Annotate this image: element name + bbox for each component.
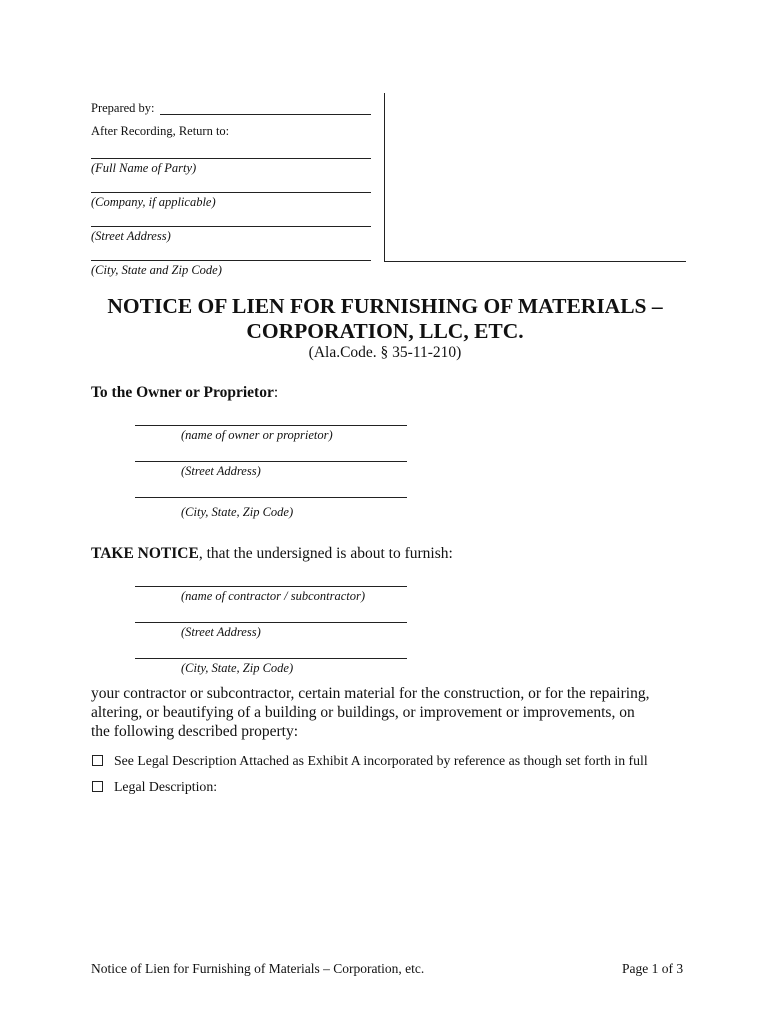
property-paragraph: your contractor or subcontractor, certain material for the construction, or for the repairing, altering, or beautifying of a building or buildings, or improvement or improvements, on the following described property: [91, 685, 650, 740]
contractor-name-line[interactable] [135, 586, 407, 587]
legal-description-checkbox[interactable] [92, 781, 103, 792]
exhibit-option-label: See Legal Description Attached as Exhibit A incorporated by reference as though set forth in full [114, 753, 648, 768]
take-notice-bold: TAKE NOTICE [91, 545, 199, 562]
owner-heading-colon: : [273, 384, 279, 401]
owner-city-caption: (City, State, Zip Code) [181, 505, 294, 519]
footer-document-name: Notice of Lien for Furnishing of Materials – Corporation, etc. [91, 961, 425, 976]
contractor-street-caption: (Street Address) [181, 625, 261, 639]
company-caption: (Company, if applicable) [91, 195, 216, 209]
after-recording-label: After Recording, Return to: [91, 124, 230, 138]
city-caption: (City, State and Zip Code) [91, 263, 222, 277]
document-title-line2: CORPORATION, LLC, ETC. [246, 319, 524, 343]
owner-name-caption: (name of owner or proprietor) [181, 428, 333, 442]
city-line[interactable] [91, 260, 371, 261]
owner-street-caption: (Street Address) [181, 464, 261, 478]
full-name-line[interactable] [91, 158, 371, 159]
footer-page-number: Page 1 of 3 [622, 961, 684, 976]
owner-city-line[interactable] [135, 497, 407, 498]
exhibit-checkbox[interactable] [92, 755, 103, 766]
company-line[interactable] [91, 192, 371, 193]
legal-description-label: Legal Description: [114, 779, 218, 794]
owner-name-line[interactable] [135, 425, 407, 426]
owner-street-line[interactable] [135, 461, 407, 462]
contractor-name-caption: (name of contractor / subcontractor) [181, 589, 366, 603]
recording-box-vertical-border [384, 93, 385, 261]
contractor-city-caption: (City, State, Zip Code) [181, 661, 294, 675]
prepared-by-line[interactable] [160, 114, 371, 115]
full-name-caption: (Full Name of Party) [91, 161, 197, 175]
contractor-street-line[interactable] [135, 622, 407, 623]
owner-heading [91, 384, 278, 402]
street-line[interactable] [91, 226, 371, 227]
statute-citation: (Ala.Code. § 35-11-210) [308, 344, 462, 361]
street-caption: (Street Address) [91, 229, 171, 243]
owner-heading-bold: To the Owner or Proprietor [91, 384, 274, 401]
take-notice-sentence [91, 545, 453, 563]
prepared-by-label: Prepared by: [91, 101, 155, 115]
document-title-line1: NOTICE OF LIEN FOR FURNISHING OF MATERIALS – [107, 294, 663, 318]
recording-box-bottom-border [384, 261, 686, 262]
contractor-city-line[interactable] [135, 658, 407, 659]
take-notice-rest: , that the undersigned is about to furnish: [198, 545, 453, 562]
